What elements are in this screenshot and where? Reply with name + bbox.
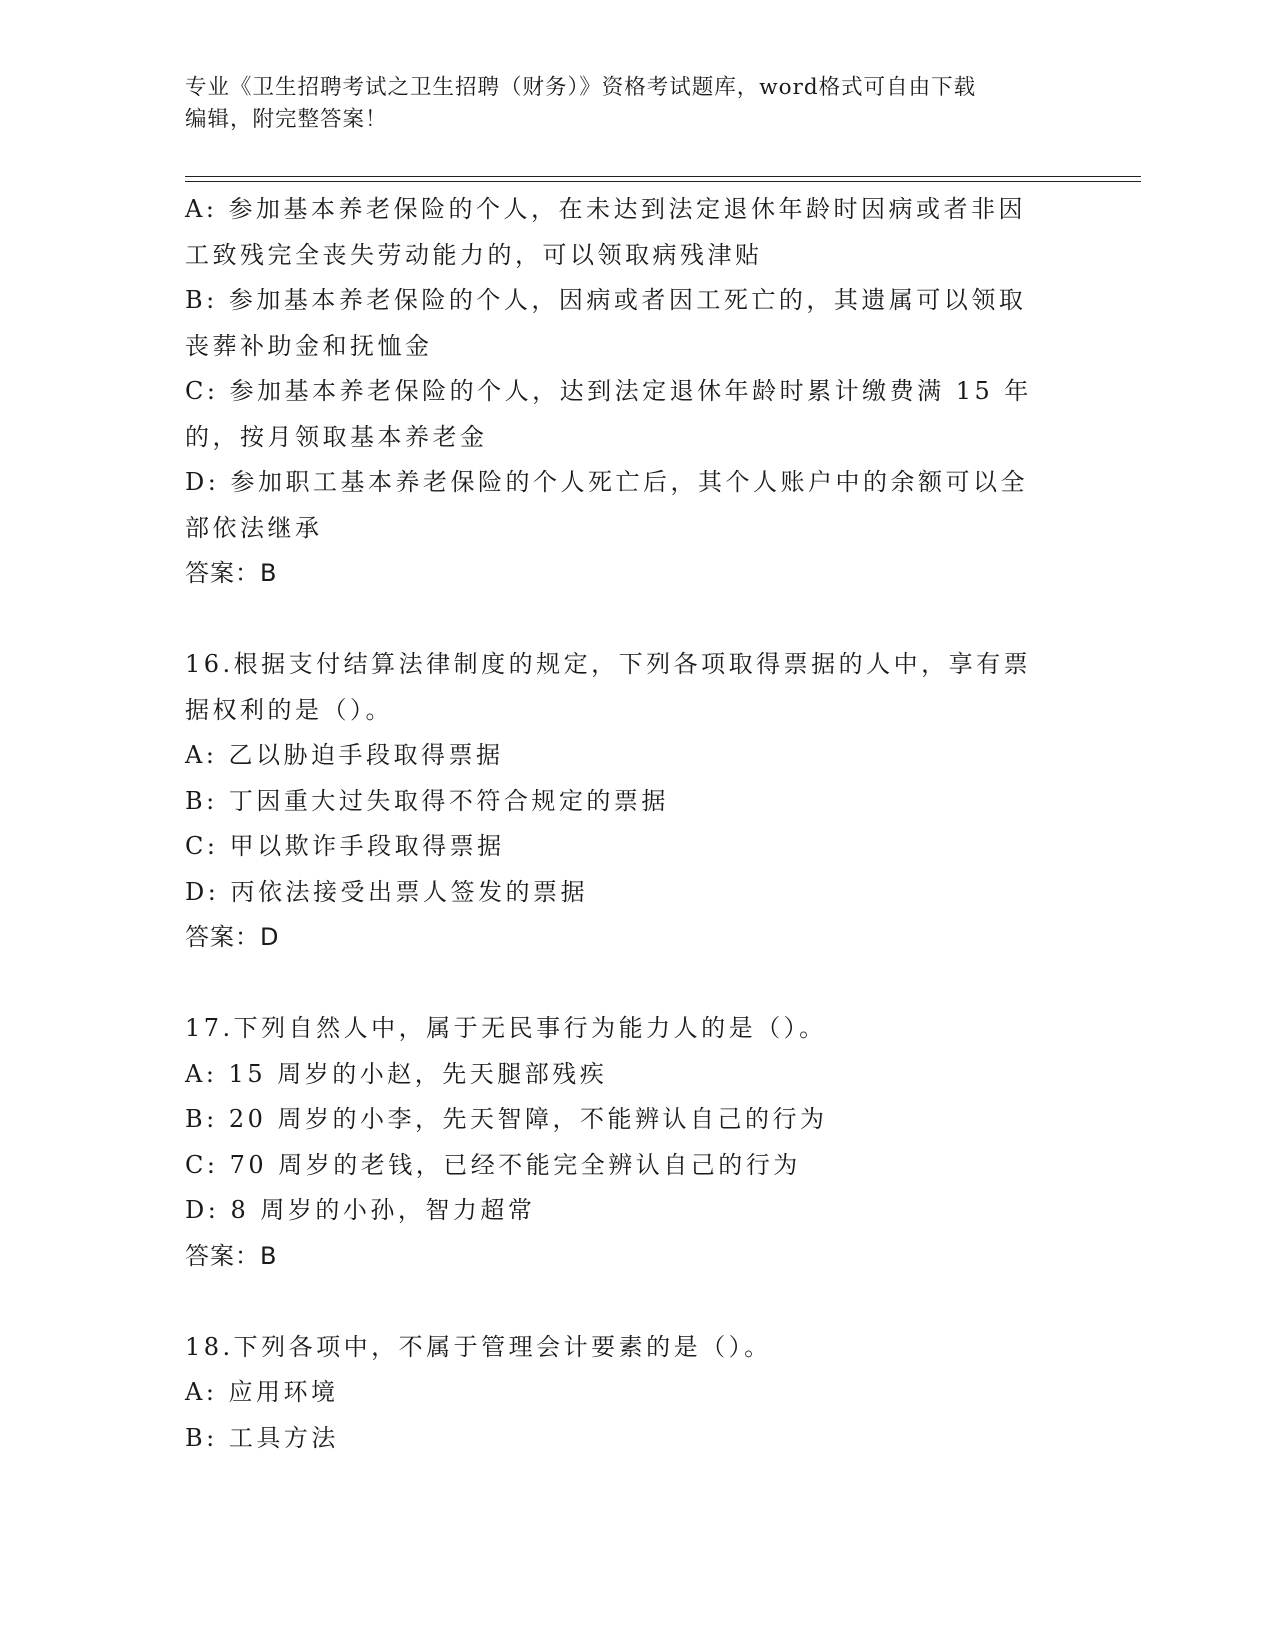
spacer xyxy=(185,1279,1085,1325)
document-header xyxy=(185,72,1085,136)
option-a: A: 乙以胁迫手段取得票据 xyxy=(185,741,504,769)
spacer xyxy=(185,961,1085,1007)
option-b-line-1: B: 参加基本养老保险的个人，因病或者因工死亡的，其遗属可以领取 xyxy=(185,286,1027,314)
option-b-line-2: 丧葬补助金和抚恤金 xyxy=(185,331,433,360)
question-15 xyxy=(185,187,1085,597)
option-a: A: 15 周岁的小赵，先天腿部残疾 xyxy=(185,1059,608,1088)
option-b: B: 丁因重大过失取得不符合规定的票据 xyxy=(185,786,669,815)
option-b: B: 工具方法 xyxy=(185,1423,339,1452)
option-d: D: 丙依法接受出票人签发的票据 xyxy=(185,877,588,906)
header-line-2: 编辑，附完整答案！ xyxy=(185,107,388,132)
question-17-stem: 17.下列自然人中，属于无民事行为能力人的是（）。 xyxy=(185,1014,827,1042)
header-line-1: 专业《卫生招聘考试之卫生招聘（财务）》资格考试题库，word格式可自由下载 xyxy=(185,75,977,100)
question-16-stem-line-2: 据权利的是（）。 xyxy=(185,695,393,724)
option-a-line-1: A: 参加基本养老保险的个人，在未达到法定退休年龄时因病或者非因 xyxy=(185,195,1027,223)
option-d-line-1: D: 参加职工基本养老保险的个人死亡后，其个人账户中的余额可以全 xyxy=(185,468,1028,496)
answer-17: 答案：B xyxy=(185,1241,278,1270)
answer-16: 答案：D xyxy=(185,923,280,951)
option-b: B: 20 周岁的小李，先天智障，不能辨认自己的行为 xyxy=(185,1105,828,1133)
question-18 xyxy=(185,1325,1085,1462)
option-a-line-2: 工致残完全丧失劳动能力的，可以领取病残津贴 xyxy=(185,240,763,269)
option-d: D: 8 周岁的小孙，智力超常 xyxy=(185,1196,536,1224)
option-c-line-1: C: 参加基本养老保险的个人，达到法定退休年龄时累计缴费满 15 年 xyxy=(185,377,1032,405)
question-16 xyxy=(185,642,1085,961)
answer-15: 答案：B xyxy=(185,559,278,587)
question-16-stem-line-1: 16.根据支付结算法律制度的规定，下列各项取得票据的人中，享有票 xyxy=(185,650,1032,678)
header-rule-top xyxy=(185,176,1141,177)
document-body xyxy=(185,187,1085,1461)
option-c: C: 70 周岁的老钱，已经不能完全辨认自己的行为 xyxy=(185,1150,801,1179)
question-18-stem: 18.下列各项中，不属于管理会计要素的是（）。 xyxy=(185,1332,772,1361)
option-a: A: 应用环境 xyxy=(185,1378,339,1406)
question-17 xyxy=(185,1006,1085,1279)
header-rule-bottom xyxy=(185,181,1141,182)
option-c: C: 甲以欺诈手段取得票据 xyxy=(185,832,505,860)
spacer xyxy=(185,597,1085,643)
option-d-line-2: 部依法继承 xyxy=(185,513,323,542)
option-c-line-2: 的，按月领取基本养老金 xyxy=(185,422,488,451)
